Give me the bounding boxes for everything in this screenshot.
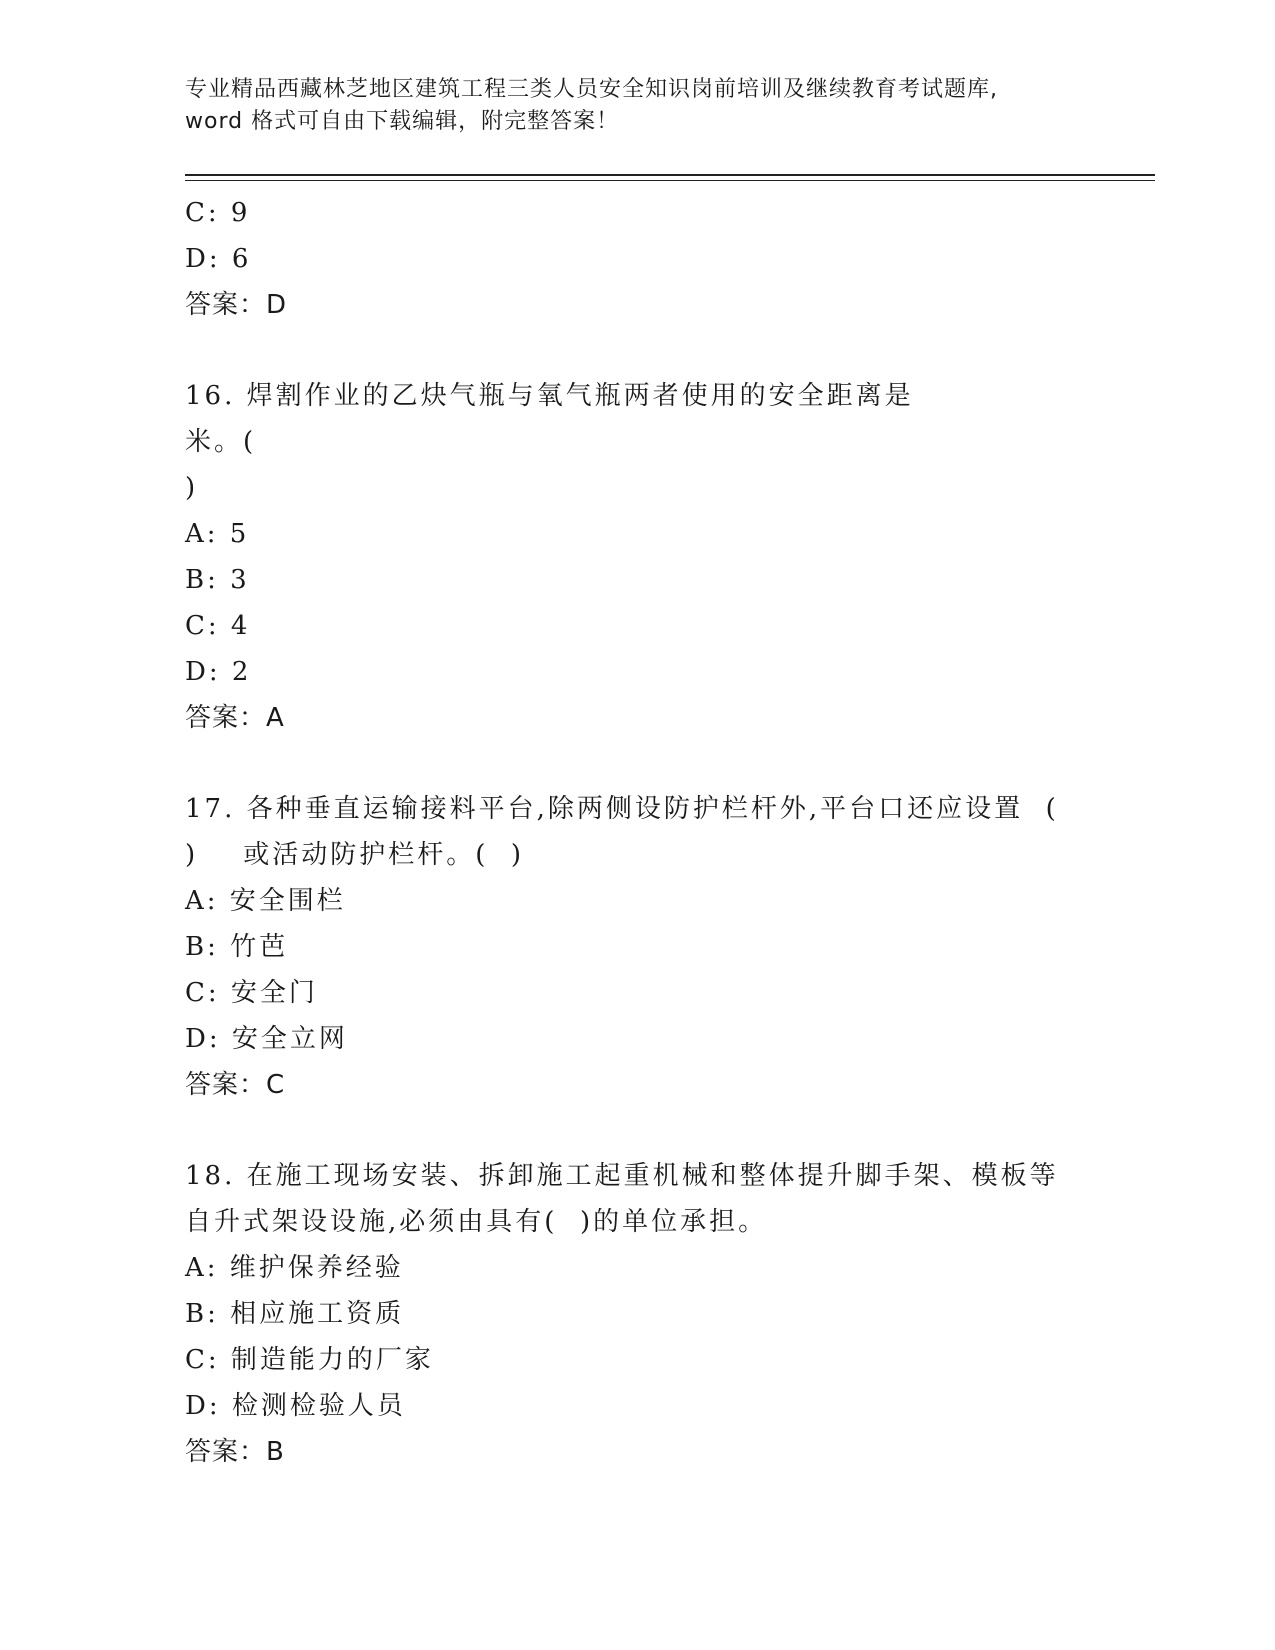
question-17 — [185, 786, 1085, 1108]
option-c: C: 制造能力的厂家 — [185, 1345, 434, 1375]
header-title-line-2: word 格式可自由下载编辑，附完整答案！ — [185, 109, 620, 134]
header-title-line-1: 专业精品西藏林芝地区建筑工程三类人员安全知识岗前培训及继续教育考试题库, — [185, 77, 998, 102]
answer-line: 答案：D — [185, 290, 288, 320]
option-a: A: 5 — [185, 519, 250, 549]
answer-line: 答案：B — [185, 1437, 285, 1467]
option-d: D: 6 — [185, 244, 252, 274]
question-text: 17. 各种垂直运输接料平台,除两侧设防护栏杆外,平台口还应设置 ( ) 或活动防护栏杆。( ) — [185, 794, 1059, 870]
question-text: 18. 在施工现场安装、拆卸施工起重机械和整体提升脚手架、模板等 自升式架设设施,必须由具有( )的单位承担。 — [185, 1161, 1059, 1237]
header-divider-thin — [185, 180, 1155, 181]
option-c: C: 安全门 — [185, 978, 318, 1008]
option-d: D: 检测检验人员 — [185, 1391, 406, 1421]
answer-line: 答案：A — [185, 703, 285, 733]
header-divider-thick — [185, 174, 1155, 176]
question-18 — [185, 1153, 1085, 1475]
option-d: D: 2 — [185, 657, 252, 687]
option-a: A: 安全围栏 — [185, 886, 346, 916]
option-c: C: 9 — [185, 198, 251, 228]
option-c: C: 4 — [185, 611, 251, 641]
option-b: B: 相应施工资质 — [185, 1299, 405, 1329]
option-d: D: 安全立网 — [185, 1024, 348, 1054]
question-15-tail — [185, 190, 1085, 328]
question-list — [185, 190, 1085, 1520]
question-16 — [185, 373, 1085, 741]
question-text: 16. 焊割作业的乙炔气瓶与氧气瓶两者使用的安全距离是 米。( ) — [185, 381, 914, 503]
option-b: B: 3 — [185, 565, 250, 595]
answer-line: 答案：C — [185, 1070, 286, 1100]
option-a: A: 维护保养经验 — [185, 1253, 404, 1283]
document-header — [185, 74, 1085, 138]
option-b: B: 竹芭 — [185, 932, 289, 962]
